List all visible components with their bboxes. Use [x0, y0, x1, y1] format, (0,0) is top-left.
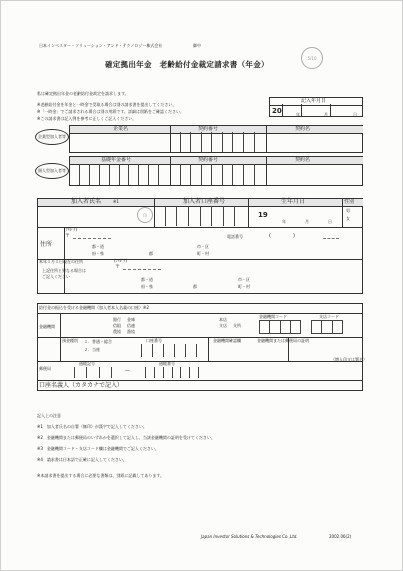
bank-certification-note: 金融機関または郵便局の証明	[257, 338, 309, 343]
note-item-2: ※2 金融機関または郵便局のいずれかを選択して記入し、当該金融機関の証明を受けてください。	[37, 435, 215, 440]
footer-code: 2002.06(2)	[329, 534, 352, 539]
address-pref-lower: 府・県	[92, 251, 104, 256]
form-title: 確定拠出年金 老齢給付金裁定請求書（年金）	[105, 60, 269, 69]
bank-type-gyokyo[interactable]: 漁協	[127, 329, 135, 334]
entry-date-label: 記入年月日	[301, 98, 327, 104]
note-item-4: ※4 請求書は日本語で正確に記入してください。	[37, 457, 127, 462]
current-address-note-2: ご記入ください	[42, 274, 70, 279]
individual-contract-cells[interactable]	[170, 164, 264, 185]
corporate-plan-header-company: 企業名	[113, 126, 129, 132]
date-unit-year: 年	[296, 112, 300, 117]
corporate-contract-cells[interactable]	[170, 132, 264, 152]
address-label: 住所	[40, 241, 53, 248]
birth-date-header: 生年月日	[281, 198, 306, 205]
individual-plan-header-pension-no: 基礎年金番号	[101, 157, 132, 163]
bank-section-header: 給付金の振込を受ける金融機関（加入者本人名義の口座）※2	[39, 305, 149, 310]
branch-type-shiten[interactable]: 支店	[219, 323, 227, 328]
birth-era: 19	[258, 211, 268, 219]
date-unit-month: 月	[324, 112, 328, 117]
gender-option-male[interactable]: 男	[346, 208, 350, 213]
postal-bank-label: 郵便局	[39, 366, 51, 371]
footer-company: Japan Investor Solutions & Technologies Co.,Ltd.	[201, 534, 298, 539]
bank-type-ginko[interactable]: 銀行	[113, 317, 121, 322]
note-item-1: ※1 加入者氏名の自署（無印）が漢字で記入してください。	[37, 424, 147, 429]
account-holder-label: 口座名義人（カタカナで記入）	[39, 382, 124, 389]
name-header: 加入者氏名	[71, 198, 102, 205]
deposit-type-current[interactable]: ２．当座	[84, 347, 100, 352]
address-town: 町・村	[197, 251, 209, 256]
bank-confirm-label: 金融機関確認欄	[213, 338, 241, 343]
bank-type-nokyo[interactable]: 農協	[113, 329, 121, 334]
current-furigana-label: (ﾌﾘｶﾞﾅ)	[114, 258, 128, 263]
date-unit-day: 日	[353, 112, 357, 117]
address-pref-upper: 都・道	[92, 244, 104, 249]
intro-line-3: ※「一時金」でご請求される場合は別の用紙です。詳細は別紙をご確認ください。	[37, 109, 185, 114]
bank-type-shinkumi[interactable]: 信組	[113, 323, 121, 328]
current-address-note-1: 上記住所と異なる場合は	[42, 268, 86, 273]
branch-type-shisho[interactable]: 支所	[233, 323, 241, 328]
bank-type-shinkin[interactable]: 金庫	[127, 317, 135, 322]
current-city-upper: 市・区	[238, 277, 250, 282]
postal-mark: 〒	[65, 233, 71, 239]
deposit-type-ordinary[interactable]: １．普通・総合	[84, 339, 112, 344]
account-number-header: 加入者口座番号	[183, 198, 226, 205]
birth-unit-month: 月	[305, 219, 309, 224]
corporate-plan-header-contract-name: 契約名	[295, 126, 311, 132]
current-pref-lower: 府・県	[141, 284, 153, 289]
account-number-label: 口座番号	[146, 338, 162, 343]
passbook-symbol-label: 通帳記号	[79, 361, 95, 366]
intro-line-4: ※この請求書は記入例を参考に正しくご記入ください。	[37, 116, 137, 121]
passbook-symbol-cells[interactable]	[63, 367, 123, 378]
bank-sign-note: （増人印又は署名）	[331, 357, 367, 362]
phone-label: 電話番号	[227, 234, 243, 239]
passbook-dash: —	[125, 368, 130, 374]
branch-code-cells[interactable]	[311, 320, 343, 334]
gender-header: 性別	[344, 199, 355, 205]
issuer-name: 日本インベスター・ソリューション・アンド・テクノロジー株式会社	[39, 43, 163, 48]
gender-option-female[interactable]: 女	[346, 216, 350, 221]
corporate-plan-label: 企業型加入者等	[38, 134, 66, 139]
branch-code-label: 支店コード	[319, 314, 339, 319]
current-pref-upper: 都・道	[141, 277, 153, 282]
entry-date-era: 20	[272, 107, 282, 115]
bank-code-cells[interactable]	[259, 320, 301, 334]
name-header-note: ※1	[113, 199, 119, 204]
passbook-number-cells[interactable]	[137, 367, 207, 378]
intro-line-1: 私は確定拠出年金の老齢給付金裁定を請求します。	[37, 91, 129, 96]
birth-unit-day: 日	[328, 219, 332, 224]
note-item-3: ※3 金融機関コード・支店コード欄は金融機関でご記入ください。	[37, 446, 159, 451]
bank-label: 金融機関	[39, 324, 55, 329]
furigana-label: (ﾌﾘｶﾞﾅ)	[64, 227, 78, 232]
corporate-plan-header-contract-no: 契約番号	[198, 126, 219, 132]
phone-paren-close: )	[293, 233, 295, 239]
current-town: 町・村	[238, 284, 250, 289]
account-number-cells[interactable]	[154, 206, 246, 226]
current-postal-mark: 〒	[115, 264, 121, 270]
address-city-upper: 市・区	[197, 244, 209, 249]
bank-account-number-cells[interactable]	[131, 344, 207, 357]
phone-paren-open: (	[269, 233, 271, 239]
bank-code-label: 金融機関コード	[259, 314, 287, 319]
individual-plan-header-contract-no: 契約番号	[198, 157, 219, 163]
notes-header: 記入上の注意	[37, 413, 61, 418]
issuer-suffix: 御中	[193, 43, 201, 48]
address-county: 郡	[149, 251, 153, 256]
intro-line-2: ※老齢給付金を年金と一時金で受取る場合は別の請求書を提出してください。	[37, 102, 177, 107]
received-stamp: 5/10	[301, 47, 323, 69]
branch-type-honten[interactable]: 本店	[219, 317, 227, 322]
bank-type-shinren[interactable]: 信連	[127, 323, 135, 328]
notes-closing: ※本請求書を提出する場合に必要な書類は、別紙に記載してあります。	[37, 473, 165, 478]
birth-unit-year: 年	[282, 219, 286, 224]
current-address-label: 本年１月１日現在の住所	[39, 259, 83, 264]
individual-plan-label: 個人型加入者等	[38, 168, 66, 173]
individual-plan-header-contract-name: 契約名	[295, 157, 311, 163]
pension-number-cells[interactable]	[70, 164, 168, 185]
seal-circle: 印	[137, 207, 153, 223]
current-county: 郡	[193, 284, 197, 289]
passbook-number-label: 通帳番号	[159, 361, 175, 366]
deposit-type-label: 預金種別	[62, 338, 78, 343]
